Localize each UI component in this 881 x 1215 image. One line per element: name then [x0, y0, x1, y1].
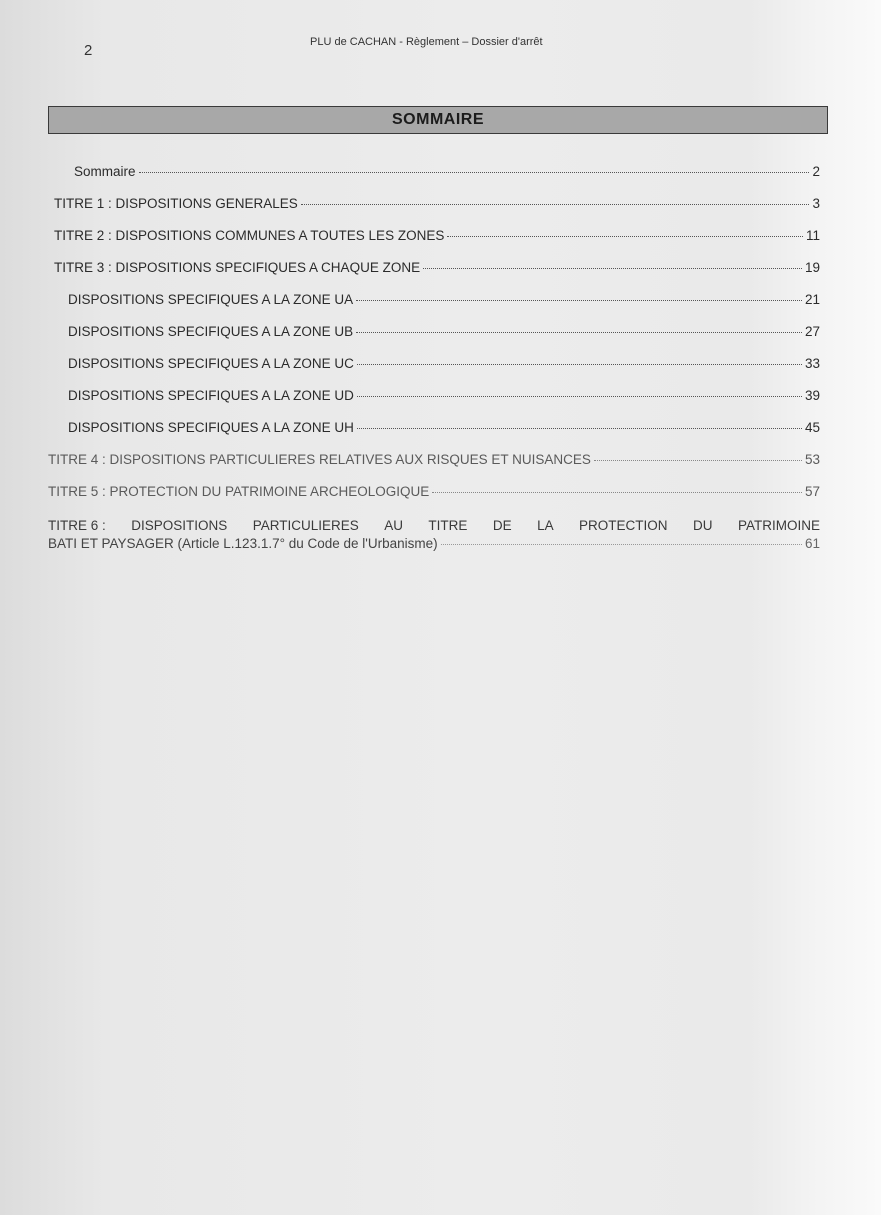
toc-entry-zone-uh[interactable]	[48, 420, 820, 452]
dot-leader	[301, 204, 810, 205]
toc-entry-label: TITRE 2 : DISPOSITIONS COMMUNES A TOUTES LES ZONES	[54, 228, 445, 243]
toc-entry-titre-2[interactable]	[48, 228, 820, 260]
toc-word: TITRE 6 :	[48, 518, 106, 533]
dot-leader	[356, 300, 802, 301]
toc-entry-titre-3[interactable]	[48, 260, 820, 292]
toc-entry-label: TITRE 4 : DISPOSITIONS PARTICULIERES RELATIVES AUX RISQUES ET NUISANCES	[48, 452, 591, 467]
table-of-contents	[48, 164, 820, 556]
toc-entry-label: TITRE 1 : DISPOSITIONS GENERALES	[54, 196, 298, 211]
dot-leader	[594, 460, 802, 461]
toc-word: PROTECTION	[579, 518, 668, 533]
dot-leader	[139, 172, 810, 173]
dot-leader	[441, 544, 802, 545]
toc-entry-zone-uc[interactable]	[48, 356, 820, 388]
toc-title-box	[48, 106, 828, 134]
dot-leader	[432, 492, 802, 493]
toc-entry-line-1	[48, 518, 820, 536]
toc-entry-page: 45	[804, 420, 820, 435]
toc-entry-label: BATI ET PAYSAGER (Article L.123.1.7° du Code de l'Urbanisme)	[48, 536, 438, 551]
toc-entry-page: 19	[804, 260, 820, 275]
running-header: PLU de CACHAN - Règlement – Dossier d'arrêt	[310, 36, 543, 48]
toc-entry-page: 61	[804, 536, 820, 551]
toc-entry-line-2	[48, 536, 820, 556]
toc-word: PATRIMOINE	[737, 518, 820, 533]
toc-entry-titre-5[interactable]	[48, 484, 820, 516]
toc-title: SOMMAIRE	[392, 111, 484, 128]
toc-entry-label: Sommaire	[74, 164, 136, 179]
toc-word: DU	[693, 518, 713, 533]
toc-entry-label: DISPOSITIONS SPECIFIQUES A LA ZONE UB	[68, 324, 354, 339]
toc-entry-page: 57	[804, 484, 820, 499]
toc-entry-page: 39	[804, 388, 820, 403]
toc-entry-page: 27	[804, 324, 820, 339]
page-number: 2	[84, 42, 93, 59]
toc-entry-page: 3	[812, 196, 820, 211]
toc-entry-titre-6[interactable]	[48, 518, 820, 556]
toc-entry-label: DISPOSITIONS SPECIFIQUES A LA ZONE UH	[68, 420, 354, 435]
toc-word: DISPOSITIONS	[131, 518, 228, 533]
toc-entry-label: DISPOSITIONS SPECIFIQUES A LA ZONE UA	[68, 292, 354, 307]
toc-entry-titre-4[interactable]	[48, 452, 820, 484]
toc-entry-page: 21	[804, 292, 820, 307]
toc-entry-label: TITRE 3 : DISPOSITIONS SPECIFIQUES A CHAQUE ZONE	[54, 260, 421, 275]
toc-entry-page: 11	[805, 228, 820, 243]
toc-entry-zone-ub[interactable]	[48, 324, 820, 356]
toc-entry-page: 53	[804, 452, 820, 467]
dot-leader	[357, 396, 802, 397]
dot-leader	[357, 364, 802, 365]
toc-entry-titre-1[interactable]	[48, 196, 820, 228]
toc-word: TITRE	[428, 518, 468, 533]
toc-entry-sommaire[interactable]	[48, 164, 820, 196]
toc-entry-page: 2	[812, 164, 820, 179]
toc-word: LA	[537, 518, 554, 533]
dot-leader	[356, 332, 802, 333]
dot-leader	[357, 428, 802, 429]
toc-entry-zone-ud[interactable]	[48, 388, 820, 420]
toc-word: AU	[384, 518, 403, 533]
toc-entry-label: DISPOSITIONS SPECIFIQUES A LA ZONE UC	[68, 356, 354, 371]
toc-word: PARTICULIERES	[252, 518, 359, 533]
toc-entry-label: DISPOSITIONS SPECIFIQUES A LA ZONE UD	[68, 388, 354, 403]
toc-word: DE	[492, 518, 512, 533]
dot-leader	[447, 236, 803, 237]
toc-entry-zone-ua[interactable]	[48, 292, 820, 324]
toc-entry-label: TITRE 5 : PROTECTION DU PATRIMOINE ARCHEOLOGIQUE	[48, 484, 430, 499]
dot-leader	[423, 268, 802, 269]
toc-entry-page: 33	[804, 356, 820, 371]
